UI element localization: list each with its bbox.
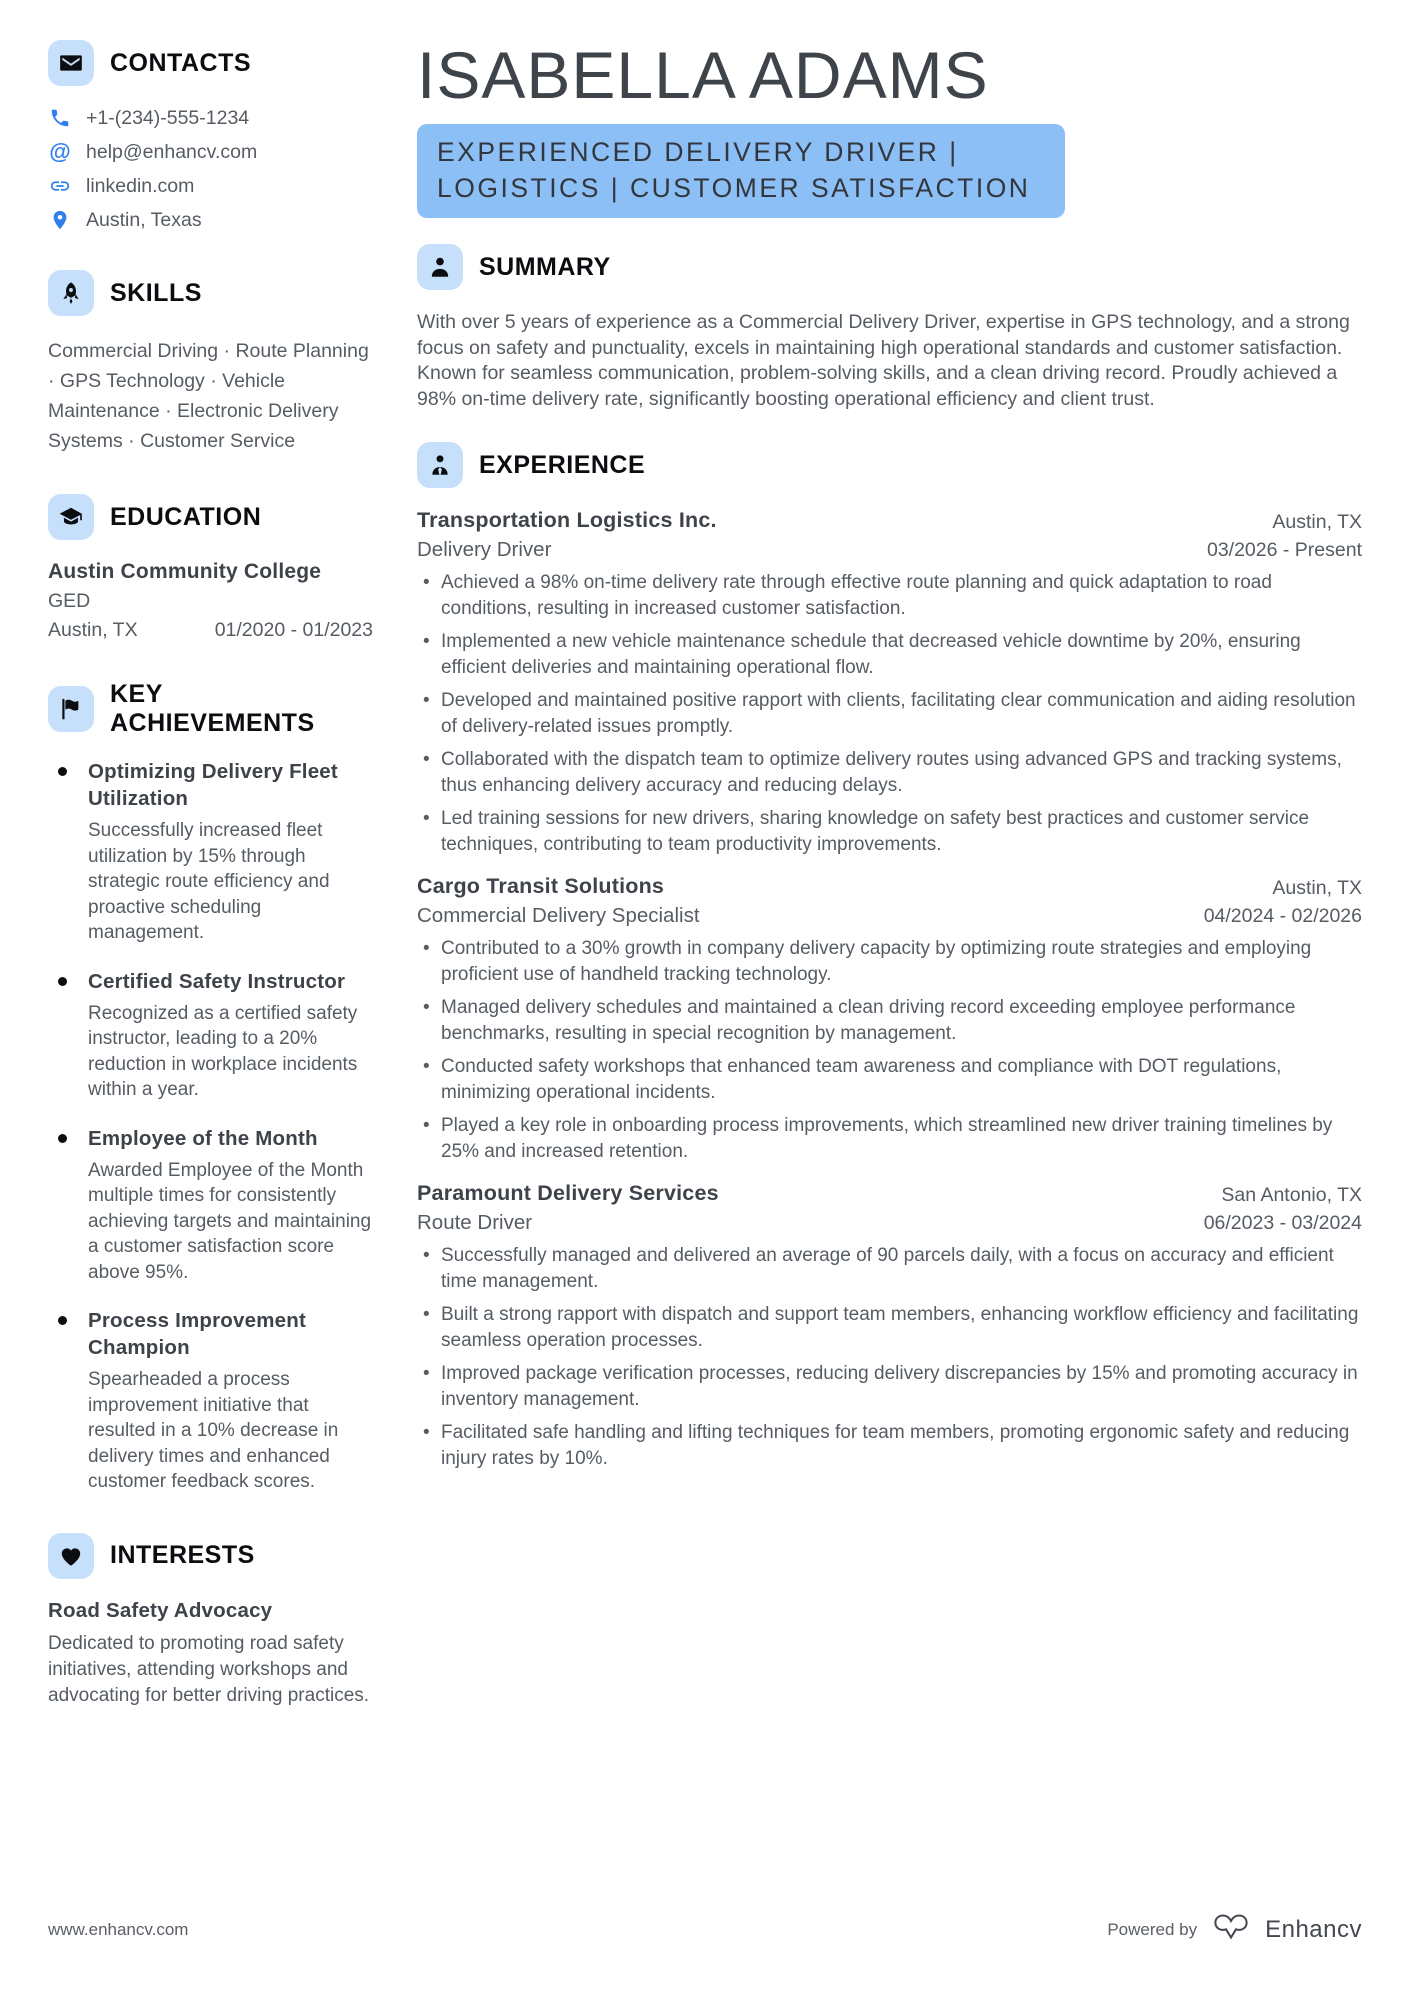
achievements-section bbox=[48, 680, 373, 1495]
job-bullet: • Played a key role in onboarding process improvements, which streamlined new driver training timelines by 25% and increased retention. bbox=[417, 1113, 1362, 1165]
graduation-cap-icon bbox=[48, 494, 94, 540]
interests-heading: INTERESTS bbox=[110, 1541, 255, 1569]
location-text: Austin, Texas bbox=[86, 208, 202, 231]
achievement-item bbox=[48, 758, 373, 946]
rocket-icon bbox=[48, 270, 94, 316]
achievements-header bbox=[48, 680, 373, 738]
flag-icon bbox=[48, 686, 94, 732]
summary-header bbox=[417, 244, 1362, 290]
skills-heading: SKILLS bbox=[110, 278, 202, 307]
contact-email bbox=[48, 140, 373, 164]
contact-linkedin[interactable] bbox=[48, 174, 373, 198]
job-bullet-list bbox=[417, 570, 1362, 858]
experience-section bbox=[417, 442, 1362, 1472]
job-bullet-list bbox=[417, 1243, 1362, 1472]
achievement-title: Process Improvement Champion bbox=[88, 1309, 306, 1359]
contacts-section bbox=[48, 40, 373, 232]
job-title-highlight bbox=[417, 124, 1065, 218]
experience-heading: EXPERIENCE bbox=[479, 450, 646, 479]
education-section bbox=[48, 494, 373, 642]
job-company: Cargo Transit Solutions bbox=[417, 874, 665, 898]
education-heading: EDUCATION bbox=[110, 502, 262, 531]
envelope-icon bbox=[48, 40, 94, 86]
location-pin-icon bbox=[48, 208, 72, 232]
job-location: Austin, TX bbox=[1272, 511, 1362, 533]
interests-section bbox=[48, 1533, 373, 1709]
enhancv-wordmark: Enhancv bbox=[1265, 1915, 1362, 1943]
interests-header bbox=[48, 1533, 373, 1579]
job-location: Austin, TX bbox=[1272, 877, 1362, 899]
contact-list bbox=[48, 106, 373, 232]
enhancv-url[interactable]: www.enhancv.com bbox=[48, 1919, 189, 1939]
achievement-description: Awarded Employee of the Month multiple times for consistently achieving targets and maintaining a customer satisfaction score above 95%. bbox=[88, 1159, 372, 1283]
achievement-title: Employee of the Month bbox=[88, 1126, 318, 1150]
achievements-heading: KEY ACHIEVEMENTS bbox=[110, 680, 315, 737]
achievement-item bbox=[48, 1125, 373, 1286]
job-location: San Antonio, TX bbox=[1221, 1184, 1362, 1206]
job-bullet: • Achieved a 98% on-time delivery rate through effective route planning and quick adaptation to road conditions, resulting in increased customer satisfaction. bbox=[417, 570, 1362, 622]
person-icon bbox=[417, 244, 463, 290]
achievement-title: Optimizing Delivery Fleet Utilization bbox=[88, 760, 338, 810]
achievement-title: Certified Safety Instructor bbox=[88, 969, 346, 993]
contact-location bbox=[48, 208, 373, 232]
email-address: help@enhancv.com bbox=[86, 140, 258, 163]
job-company: Transportation Logistics Inc. bbox=[417, 508, 717, 532]
job-entry bbox=[417, 874, 1362, 1165]
job-bullet: • Successfully managed and delivered an average of 90 parcels daily, with a focus on accuracy and efficient time management. bbox=[417, 1243, 1362, 1295]
summary-section bbox=[417, 244, 1362, 412]
job-dates: 03/2026 - Present bbox=[1206, 539, 1362, 561]
skills-list: Commercial Driving · Route Planning · GPS Technology · Vehicle Maintenance · Electronic Delivery Systems · Customer Service bbox=[48, 340, 369, 452]
contact-phone bbox=[48, 106, 373, 130]
experience-header bbox=[417, 442, 1362, 488]
business-person-icon bbox=[417, 442, 463, 488]
powered-by-label: Powered by bbox=[1107, 1919, 1198, 1939]
achievement-item bbox=[48, 968, 373, 1103]
interest-description: Dedicated to promoting road safety initiatives, attending workshops and advocating for better driving practices. bbox=[48, 1632, 370, 1706]
job-role: Delivery Driver bbox=[417, 538, 552, 561]
enhancv-logo-icon bbox=[1209, 1912, 1253, 1947]
heart-icon bbox=[48, 1533, 94, 1579]
page-footer bbox=[48, 1912, 1362, 1947]
job-entry bbox=[417, 1181, 1362, 1472]
summary-text: With over 5 years of experience as a Commercial Delivery Driver, expertise in GPS technology, and a strong focus on safety and punctuality, excels in maintaining high operational standards and customer satisfaction. Known for seamless communication, problem-solving skills, and a clean driving record. Proudly achieved a 98% on-time delivery rate, significantly boosting operational efficiency and client trust. bbox=[417, 311, 1350, 410]
job-title-text: EXPERIENCED DELIVERY DRIVER | LOGISTICS | CUSTOMER SATISFACTION bbox=[437, 137, 1031, 203]
linkedin-link[interactable]: linkedin.com bbox=[86, 174, 195, 197]
achievement-description: Spearheaded a process improvement initiative that resulted in a 10% decrease in delivery times and enhanced customer feedback scores. bbox=[88, 1369, 339, 1492]
job-bullet-list bbox=[417, 936, 1362, 1165]
phone-number: +1-(234)-555-1234 bbox=[86, 106, 250, 129]
job-bullet: • Led training sessions for new drivers, sharing knowledge on safety best practices and customer service techniques, contributing to team productivity improvements. bbox=[417, 806, 1362, 858]
job-bullet: • Managed delivery schedules and maintained a clean driving record exceeding employee performance benchmarks, resulting in special recognition by management. bbox=[417, 995, 1362, 1047]
job-dates: 06/2023 - 03/2024 bbox=[1203, 1212, 1362, 1234]
job-bullet: • Collaborated with the dispatch team to optimize delivery routes using advanced GPS and tracking systems, thus enhancing delivery accuracy and reducing delays. bbox=[417, 747, 1362, 799]
degree: GED bbox=[48, 590, 91, 612]
contacts-header bbox=[48, 40, 373, 86]
contacts-heading: CONTACTS bbox=[110, 48, 252, 77]
job-dates: 04/2024 - 02/2026 bbox=[1203, 905, 1362, 927]
job-bullet: • Conducted safety workshops that enhanced team awareness and compliance with DOT regulations, minimizing operational incidents. bbox=[417, 1054, 1362, 1106]
job-entry bbox=[417, 508, 1362, 858]
main-column bbox=[417, 40, 1362, 1747]
job-bullet: • Implemented a new vehicle maintenance schedule that decreased vehicle downtime by 20%, ensuring efficient deliveries and maintaining operational flow. bbox=[417, 629, 1362, 681]
job-role: Commercial Delivery Specialist bbox=[417, 904, 700, 927]
achievement-description: Recognized as a certified safety instructor, leading to a 20% reduction in workplace incidents within a year. bbox=[88, 1002, 358, 1100]
job-bullet: • Contributed to a 30% growth in company delivery capacity by optimizing route strategies and employing proficient use of handheld tracking technology. bbox=[417, 936, 1362, 988]
school-name: Austin Community College bbox=[48, 560, 322, 583]
at-icon: @ bbox=[49, 139, 71, 164]
candidate-name: ISABELLA ADAMS bbox=[417, 38, 989, 112]
interest-title: Road Safety Advocacy bbox=[48, 1598, 273, 1622]
phone-icon bbox=[48, 106, 72, 130]
job-bullet: • Built a strong rapport with dispatch and support team members, enhancing workflow efficiency and facilitating seamless operation processes. bbox=[417, 1302, 1362, 1354]
job-bullet: • Improved package verification processes, reducing delivery discrepancies by 15% and promoting accuracy in inventory management. bbox=[417, 1361, 1362, 1413]
education-dates: 01/2020 - 01/2023 bbox=[214, 619, 373, 641]
skills-section bbox=[48, 270, 373, 456]
education-location: Austin, TX bbox=[48, 619, 138, 641]
job-role: Route Driver bbox=[417, 1211, 533, 1234]
summary-heading: SUMMARY bbox=[479, 252, 611, 281]
achievement-description: Successfully increased fleet utilization by 15% through strategic route efficiency and proactive scheduling management. bbox=[88, 820, 330, 943]
achievement-item bbox=[48, 1307, 373, 1495]
job-company: Paramount Delivery Services bbox=[417, 1181, 719, 1205]
education-header bbox=[48, 494, 373, 540]
skills-header bbox=[48, 270, 373, 316]
powered-by-brand bbox=[1107, 1912, 1362, 1947]
job-bullet: • Developed and maintained positive rapport with clients, facilitating clear communication and aiding resolution of delivery-related issues promptly. bbox=[417, 688, 1362, 740]
job-bullet: • Facilitated safe handling and lifting techniques for team members, promoting ergonomic safety and reducing injury rates by 10%. bbox=[417, 1420, 1362, 1472]
link-icon bbox=[48, 174, 72, 198]
sidebar bbox=[48, 40, 373, 1747]
